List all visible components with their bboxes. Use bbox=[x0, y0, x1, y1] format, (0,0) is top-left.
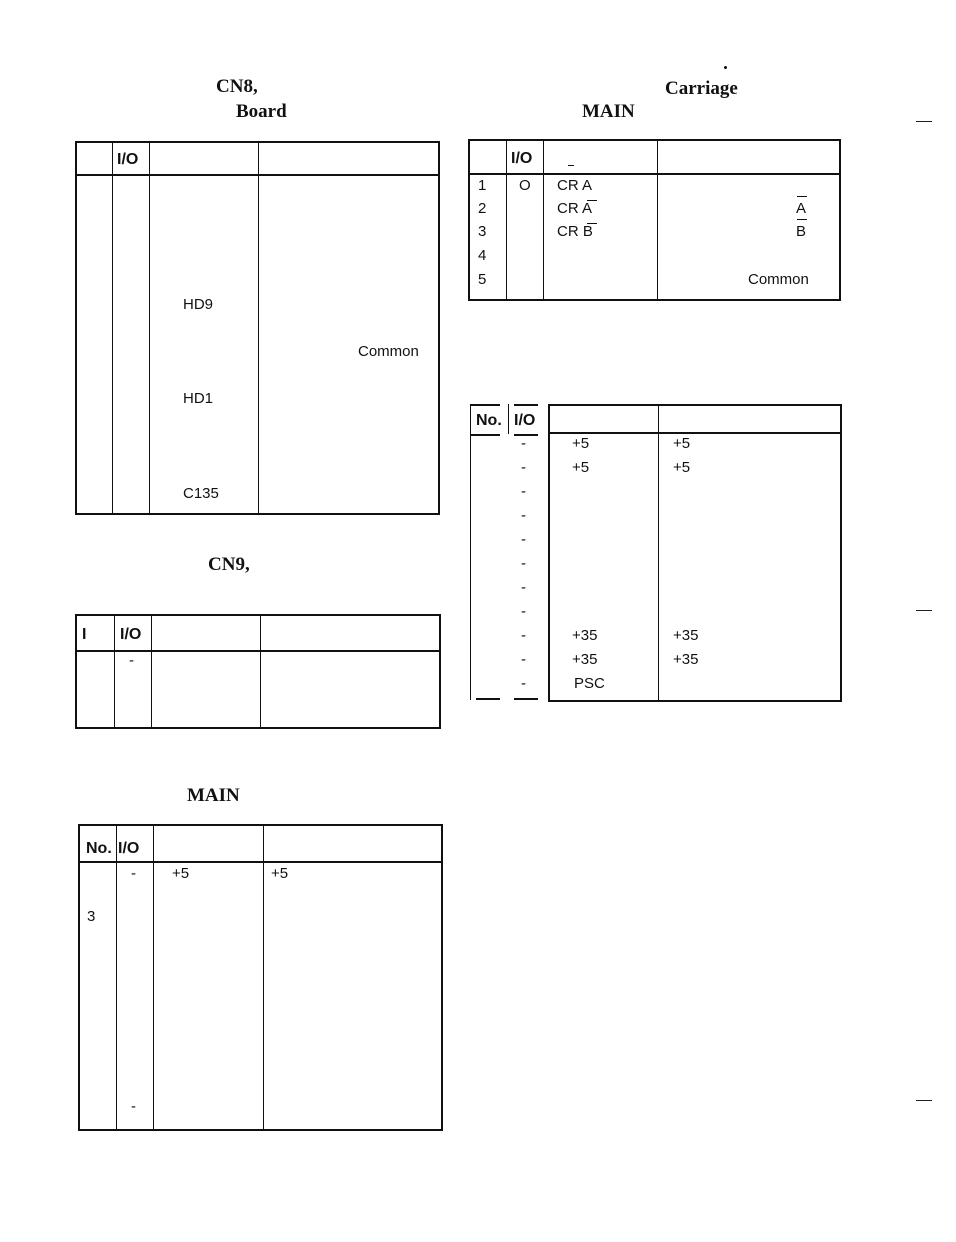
cn8-title: CN8, bbox=[216, 76, 258, 97]
io-header: I/O bbox=[117, 151, 139, 168]
signal-cell: +35 bbox=[572, 627, 598, 644]
io-cell: - bbox=[521, 651, 526, 668]
no-header: No. bbox=[476, 412, 502, 429]
io-cell: - bbox=[131, 865, 136, 882]
io-cell: - bbox=[521, 555, 526, 572]
signal-cell: +5 bbox=[572, 435, 590, 452]
signal-cell: CR A bbox=[557, 177, 593, 194]
io-cell: - bbox=[521, 675, 526, 692]
desc-cell: +35 bbox=[673, 651, 699, 668]
table-row bbox=[468, 578, 842, 602]
no-header: No. bbox=[86, 840, 112, 857]
no-cell: 3 bbox=[478, 223, 487, 240]
no-cell: 4 bbox=[478, 247, 487, 264]
header-tick bbox=[568, 165, 574, 166]
board-title: Board bbox=[236, 101, 287, 122]
table-row bbox=[468, 458, 842, 482]
io-cell: - bbox=[521, 627, 526, 644]
no-cell: 1 bbox=[478, 177, 487, 194]
io-cell: - bbox=[521, 435, 526, 452]
signal-cell: HD9 bbox=[183, 296, 214, 313]
table-row bbox=[468, 530, 842, 554]
col-divider bbox=[508, 404, 509, 434]
table-row bbox=[468, 434, 842, 458]
footer-rule bbox=[476, 698, 500, 700]
signal-cell: C135 bbox=[183, 485, 219, 502]
table-row bbox=[468, 602, 842, 626]
table-row bbox=[468, 482, 842, 506]
signal-cell: HD1 bbox=[183, 390, 214, 407]
footer-rule bbox=[514, 698, 538, 700]
io-rule bbox=[514, 404, 538, 406]
cn9-title: CN9, bbox=[208, 554, 250, 575]
main-title-top: MAIN bbox=[582, 101, 635, 122]
table-row bbox=[468, 626, 842, 650]
io-header: I/O bbox=[511, 150, 533, 167]
cn9-table bbox=[75, 614, 441, 729]
io-cell: - bbox=[521, 507, 526, 524]
io-cell: - bbox=[521, 531, 526, 548]
table-row bbox=[468, 650, 842, 674]
desc-cell: Common bbox=[748, 271, 809, 288]
io-cell: - bbox=[521, 459, 526, 476]
signal-cell: +5 bbox=[572, 459, 590, 476]
signal-cell: +35 bbox=[572, 651, 598, 668]
carriage-title: Carriage bbox=[665, 78, 738, 99]
io-header: I/O bbox=[514, 412, 536, 429]
main-title-bottom: MAIN bbox=[187, 785, 240, 806]
no-cell: 5 bbox=[478, 271, 487, 288]
main-bottom-table bbox=[78, 824, 443, 1131]
edge-mark bbox=[916, 121, 932, 122]
signal-cell: CR A bbox=[557, 200, 593, 217]
no-cell: 3 bbox=[87, 908, 96, 925]
overline bbox=[587, 200, 597, 201]
desc-cell: +5 bbox=[673, 435, 691, 452]
table-row bbox=[468, 674, 842, 698]
no-cell: 2 bbox=[478, 200, 487, 217]
io-cell: - bbox=[131, 1098, 136, 1115]
signal-cell: CR B bbox=[557, 223, 593, 240]
edge-mark bbox=[916, 1100, 932, 1101]
desc-cell: Common bbox=[358, 343, 419, 360]
overline bbox=[587, 223, 597, 224]
signal-cell: +5 bbox=[172, 865, 190, 882]
overline bbox=[797, 219, 807, 220]
power-rows bbox=[468, 434, 842, 698]
cn8-table bbox=[75, 141, 440, 515]
desc-cell: +5 bbox=[673, 459, 691, 476]
signal-cell: PSC bbox=[574, 675, 605, 692]
io-cell: O bbox=[519, 177, 531, 194]
no-header: I bbox=[82, 626, 87, 643]
io-header: I/O bbox=[118, 840, 140, 857]
io-cell: - bbox=[521, 483, 526, 500]
desc-cell: B bbox=[796, 223, 807, 240]
edge-mark bbox=[916, 610, 932, 611]
desc-cell: +5 bbox=[271, 865, 289, 882]
power-table bbox=[468, 404, 842, 704]
io-cell: - bbox=[129, 652, 134, 669]
table-row bbox=[468, 554, 842, 578]
no-rule bbox=[470, 404, 500, 406]
io-cell: - bbox=[521, 579, 526, 596]
desc-cell: +35 bbox=[673, 627, 699, 644]
io-cell: - bbox=[521, 603, 526, 620]
dot-mark bbox=[724, 66, 727, 69]
io-header: I/O bbox=[120, 626, 142, 643]
table-row bbox=[468, 506, 842, 530]
desc-cell: A bbox=[796, 200, 807, 217]
carriage-table bbox=[468, 139, 841, 301]
overline bbox=[797, 196, 807, 197]
